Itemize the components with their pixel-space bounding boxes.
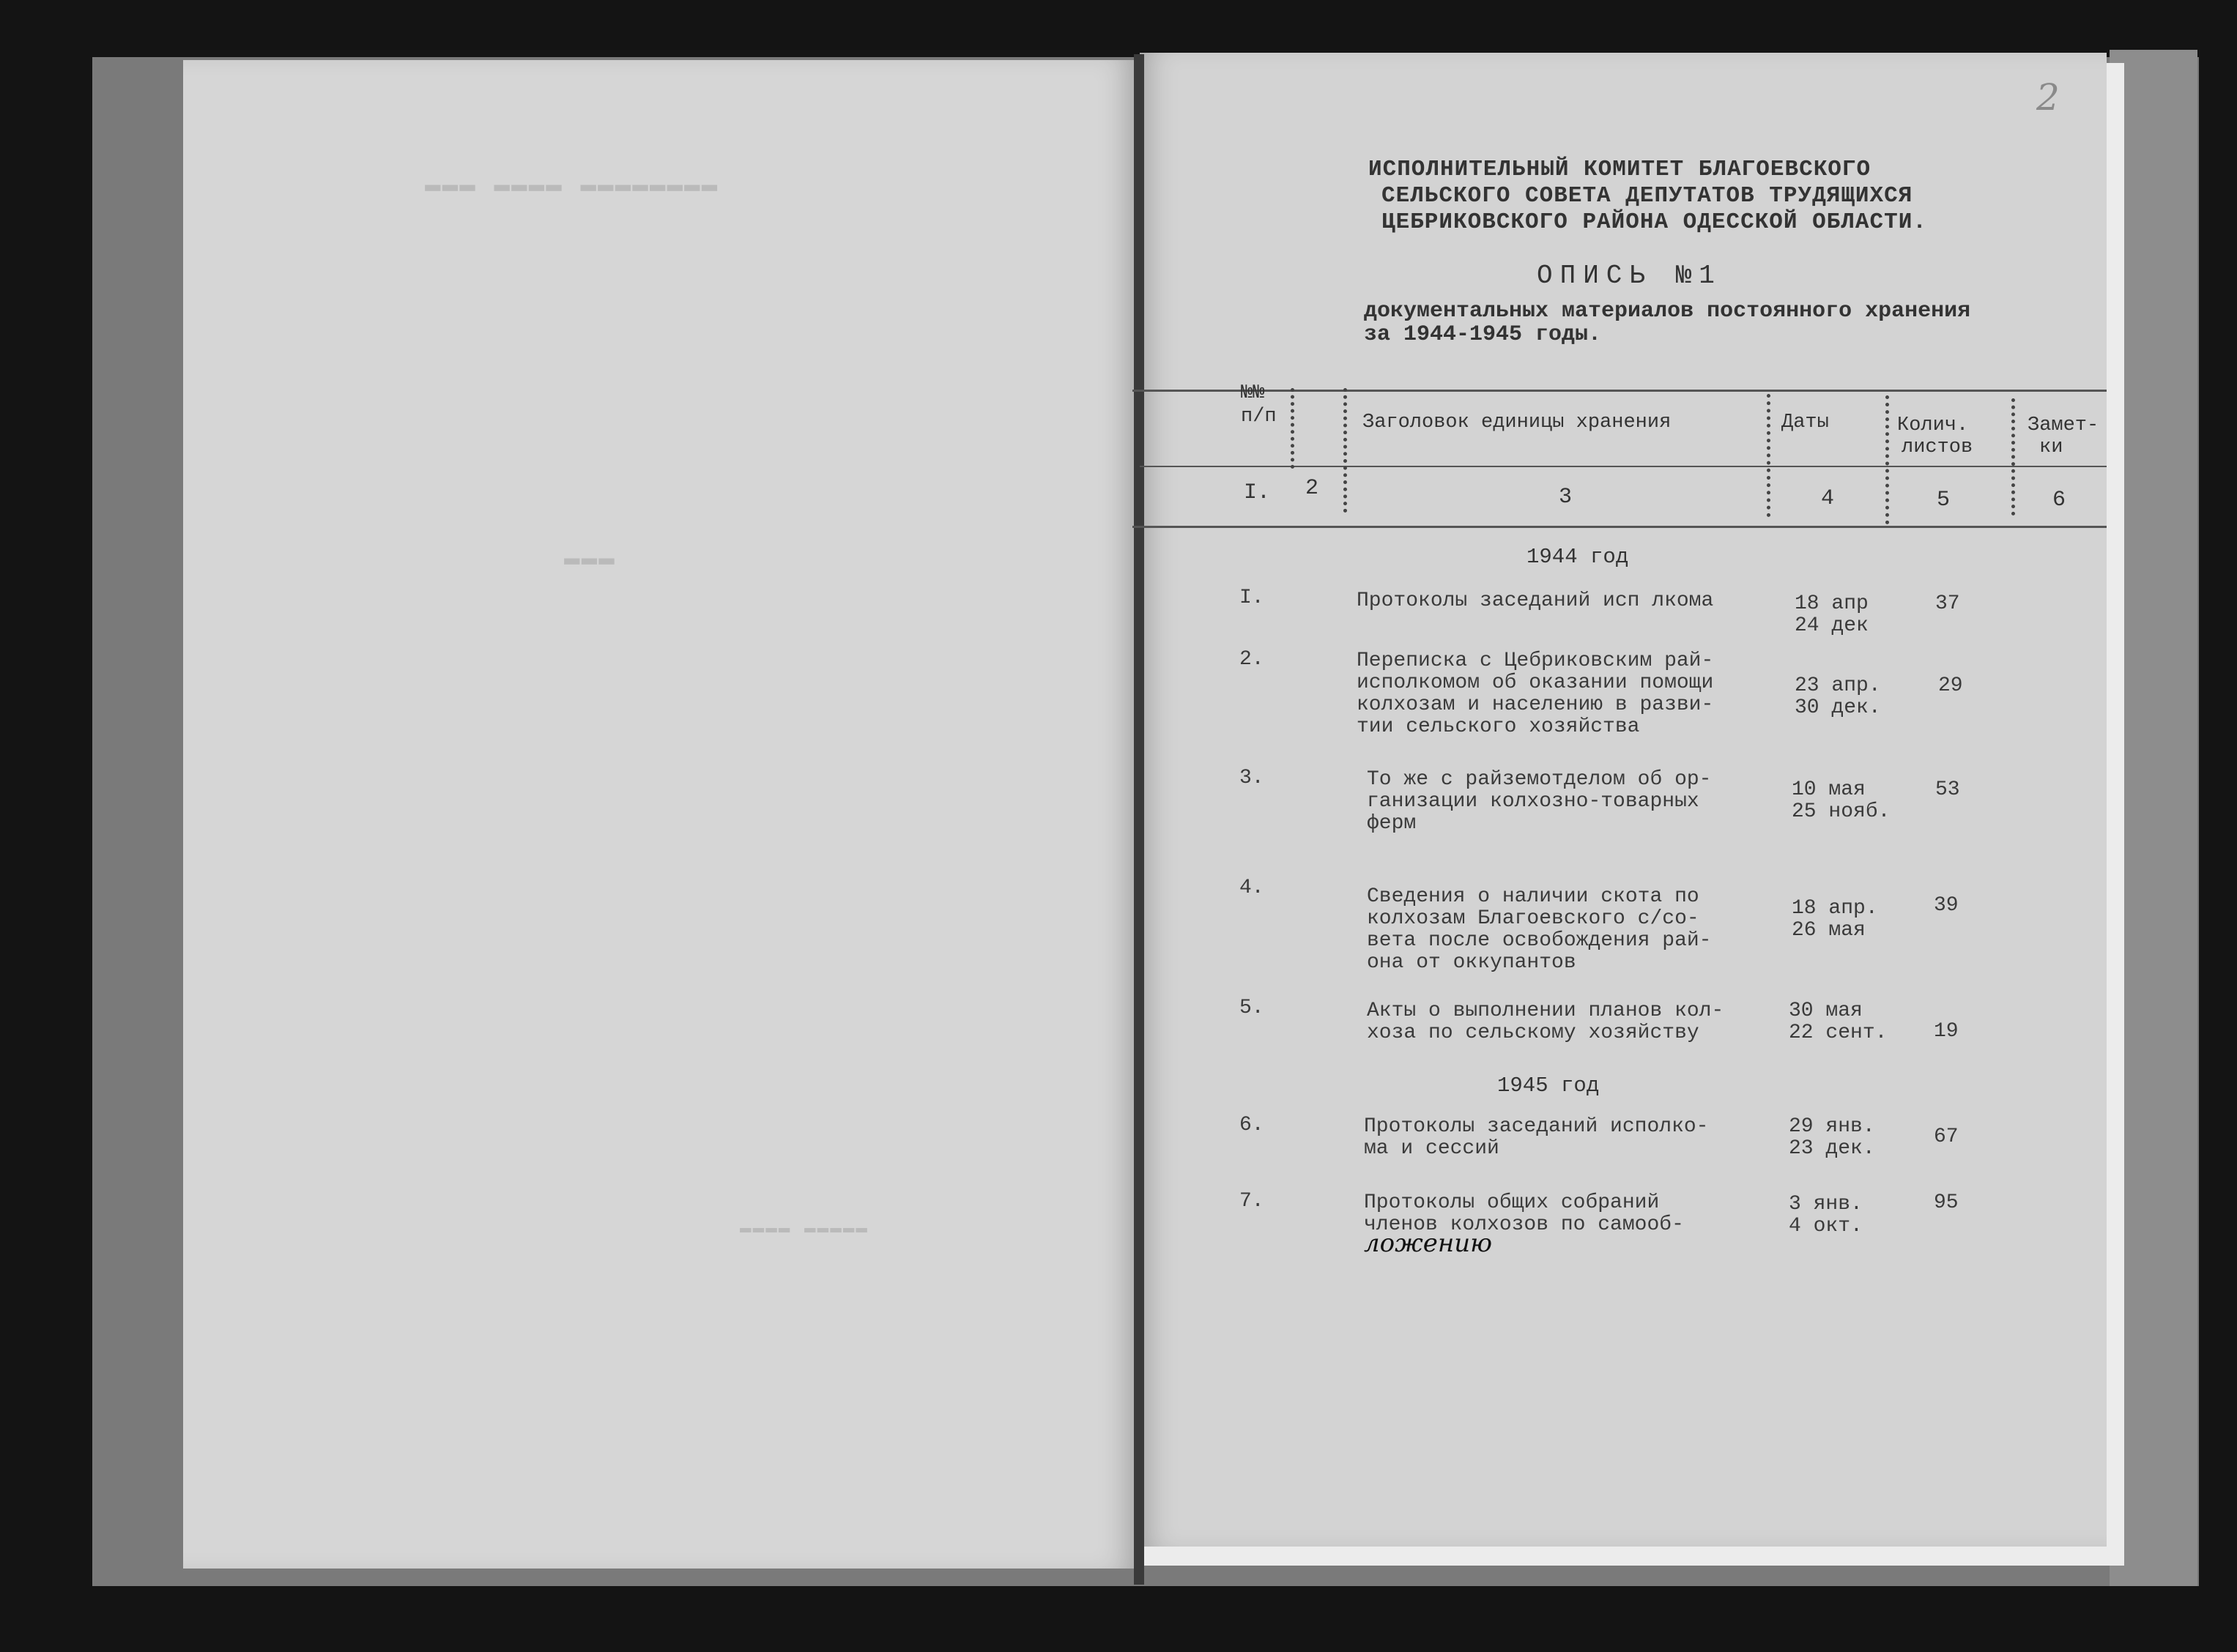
row-dates: 18 апр 24 дек <box>1795 592 1869 637</box>
row-title: То же с райземотделом об ор- ганизации колхозно-товарных ферм <box>1367 768 1712 835</box>
row-dates: 10 мая 25 нояб. <box>1792 778 1891 823</box>
bleed-through-mark: ▬▬▬ <box>564 543 616 573</box>
table-rule-mid <box>1140 466 2107 467</box>
column-number: 4 <box>1821 486 1835 511</box>
table-rule-top <box>1132 390 2107 392</box>
row-number: 4. <box>1239 877 1264 899</box>
row-dates: 18 апр. 26 мая <box>1792 897 1878 942</box>
row-sheets: 53 <box>1935 778 1960 801</box>
document-subtitle: за 1944-1945 годы. <box>1364 322 1602 347</box>
header-sheets: Колич. <box>1897 414 1969 436</box>
column-separator <box>2011 398 2015 516</box>
row-number: 6. <box>1239 1114 1264 1136</box>
column-number: 2 <box>1305 476 1319 501</box>
header-sheets: листов <box>1902 436 1973 458</box>
row-sheets: 37 <box>1935 592 1960 615</box>
header-line: ИСПОЛНИТЕЛЬНЫЙ КОМИТЕТ БЛАГОЕВСКОГО <box>1368 157 1871 182</box>
row-dates: 30 мая 22 сент. <box>1789 1000 1888 1044</box>
row-title: Сведения о наличии скота по колхозам Благоевского с/со- вета после освобождения рай- она от оккупантов <box>1367 885 1712 974</box>
row-title: Протоколы общих собраний членов колхозов по самооб- <box>1364 1191 1684 1236</box>
row-title: Акты о выполнении планов кол- хоза по сельскому хозяйству <box>1367 1000 1724 1044</box>
column-number: 3 <box>1559 485 1573 510</box>
book-gutter <box>1134 54 1144 1585</box>
row-sheets: 67 <box>1934 1125 1959 1148</box>
bleed-through-text: ▬▬▬ ▬▬▬▬ ▬▬▬▬▬▬▬▬ <box>425 170 719 200</box>
column-separator <box>1885 395 1889 524</box>
table-rule-bottom <box>1132 526 2107 528</box>
header-dates: Даты <box>1781 412 1829 434</box>
column-separator <box>1343 388 1347 513</box>
header-num: п/п <box>1241 406 1277 428</box>
row-sheets: 19 <box>1934 1020 1959 1043</box>
header-notes: Замет- <box>2028 414 2099 436</box>
left-page-blank <box>183 60 1135 1569</box>
header-title: Заголовок единицы хранения <box>1362 412 1672 434</box>
document-subtitle: документальных материалов постоянного хранения <box>1364 299 1971 324</box>
row-number: I. <box>1239 587 1264 609</box>
row-dates: 29 янв. 23 дек. <box>1789 1115 1875 1160</box>
column-number: 6 <box>2052 488 2066 513</box>
document-title: ОПИСЬ №1 <box>1537 261 1722 291</box>
column-number: I. <box>1244 480 1271 505</box>
year-heading: 1945 год <box>1497 1074 1600 1098</box>
row-number: 2. <box>1239 648 1264 671</box>
row-number: 7. <box>1239 1190 1264 1213</box>
row-dates: 23 апр. 30 дек. <box>1795 674 1881 719</box>
row-title: Протоколы заседаний исполко- ма и сессий <box>1364 1115 1709 1160</box>
column-number: 5 <box>1937 488 1951 513</box>
header-line: ЦЕБРИКОВСКОГО РАЙОНА ОДЕССКОЙ ОБЛАСТИ. <box>1381 209 1927 235</box>
column-separator <box>1291 388 1294 469</box>
row-dates: 3 янв. 4 окт. <box>1789 1193 1863 1238</box>
row-number: 5. <box>1239 997 1264 1019</box>
row-sheets: 95 <box>1934 1191 1959 1214</box>
row-sheets: 39 <box>1934 894 1959 917</box>
year-heading: 1944 год <box>1526 545 1629 569</box>
header-line: СЕЛЬСКОГО СОВЕТА ДЕПУТАТОВ ТРУДЯЩИХСЯ <box>1381 183 1913 209</box>
bleed-through-stamp: ▬▬▬▬ ▬▬▬▬▬ <box>740 1217 869 1239</box>
column-separator <box>1767 394 1770 517</box>
header-notes: ки <box>2039 436 2063 458</box>
row-sheets: 29 <box>1938 674 1963 697</box>
row-title: Переписка с Цебриковским рай- исполкомом об оказании помощи колхозам и населению в разви- тии сельского хозяйства <box>1357 650 1714 738</box>
row-number: 3. <box>1239 767 1264 789</box>
row-title: Протоколы заседаний исп лкома <box>1357 589 1714 612</box>
handwritten-word: ложению <box>1364 1229 1493 1258</box>
folio-number: 2 <box>2036 76 2060 119</box>
header-num: №№ <box>1241 382 1265 404</box>
